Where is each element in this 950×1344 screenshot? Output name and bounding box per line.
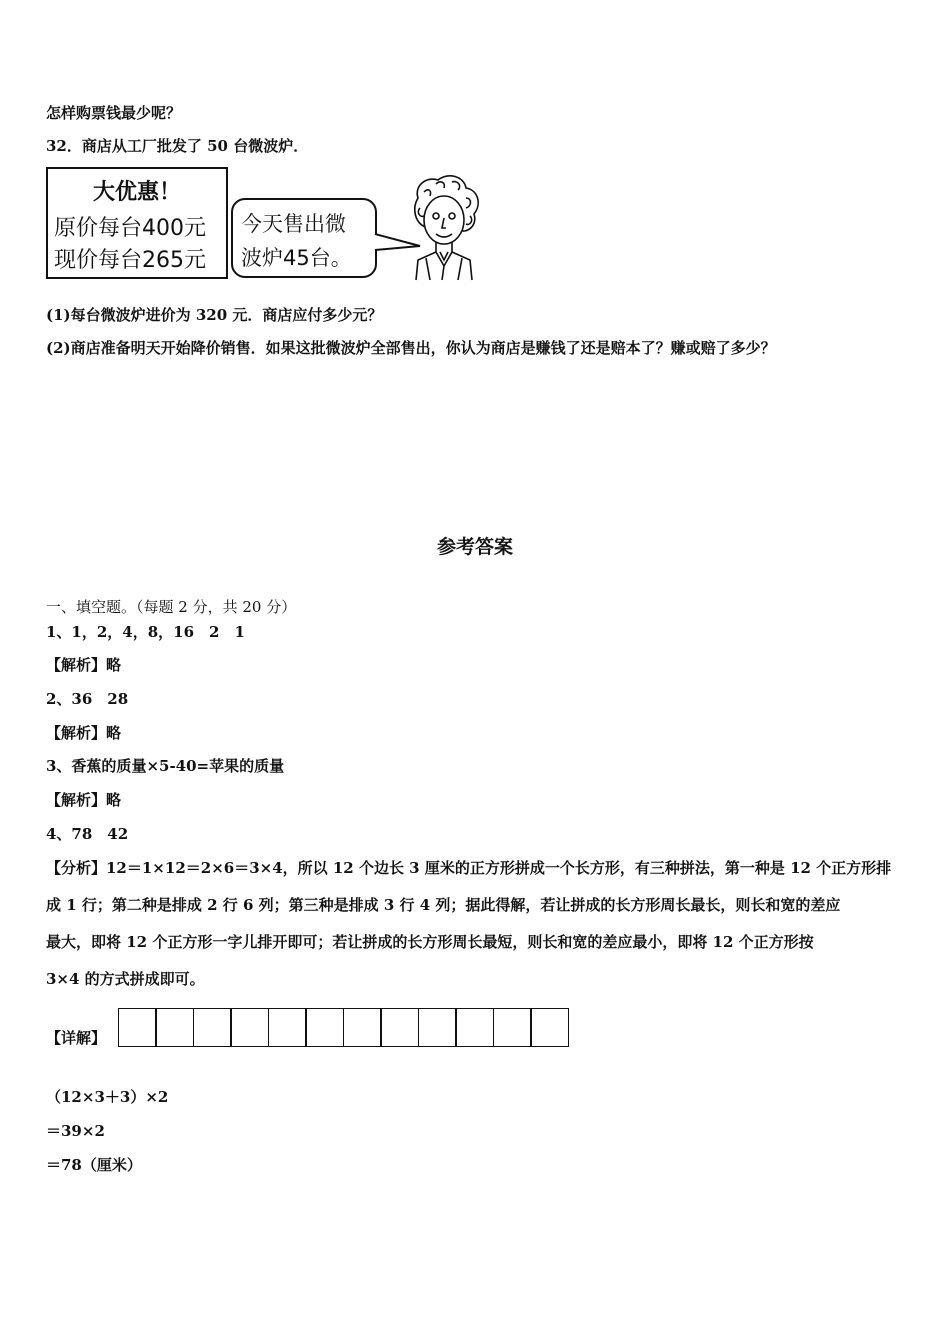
analysis-line-2: 成 1 行；第二种是排成 2 行 6 列；第三种是排成 3 行 4 列；据此得解，若让拼成的长方形周长最长，则长和宽的差应 bbox=[46, 896, 841, 914]
grid-square bbox=[418, 1008, 457, 1047]
promo-heading: 大优惠！ bbox=[92, 180, 181, 205]
grid-square bbox=[455, 1008, 494, 1047]
calc-line-1: （12×3＋3）×2 bbox=[46, 1088, 169, 1106]
sub-question-2: (2)商店准备明天开始降价销售．如果这批微波炉全部售出，你认为商店是赚钱了还是赔本了？赚或赔了多少？ bbox=[46, 339, 776, 357]
grid-square bbox=[193, 1008, 232, 1047]
question-32-title: 32．商店从工厂批发了 50 台微波炉． bbox=[46, 137, 309, 155]
intro-question: 怎样购票钱最少呢？ bbox=[46, 104, 182, 122]
shopkeeper-illustration bbox=[366, 168, 496, 282]
analysis-line-1: 【分析】12＝1×12＝2×6＝3×4，所以 12 个边长 3 厘米的正方形拼成一个长方形，有三种拼法，第一种是 12 个正方形排 bbox=[46, 859, 892, 877]
analysis-line-3: 最大，即将 12 个正方形一字儿排开即可；若让拼成的长方形周长最短，则长和宽的差应最小，即将 12 个正方形按 bbox=[46, 933, 814, 951]
analysis-line-4: 3×4 的方式拼成即可。 bbox=[46, 970, 205, 988]
speech-line-1: 今天售出微 bbox=[241, 212, 346, 236]
speech-bubble bbox=[231, 198, 377, 278]
square-grid bbox=[119, 1008, 569, 1047]
speech-line-2: 波炉45台。 bbox=[241, 246, 352, 270]
answer-1: 1、1，2，4，8，16 2 1 bbox=[46, 623, 245, 641]
answer-4: 4、78 42 bbox=[46, 825, 129, 843]
original-price: 原价每台400元 bbox=[54, 216, 206, 241]
section-heading: 一、填空题。（每题 2 分，共 20 分） bbox=[46, 598, 297, 616]
answer-1-analysis: 【解析】略 bbox=[46, 656, 122, 674]
answer-2-analysis: 【解析】略 bbox=[46, 724, 122, 742]
answer-3: 3、香蕉的质量×5-40=苹果的质量 bbox=[46, 757, 285, 775]
current-price: 现价每台265元 bbox=[54, 248, 206, 273]
grid-square bbox=[268, 1008, 307, 1047]
answers-title: 参考答案 bbox=[436, 536, 513, 558]
detail-label: 【详解】 bbox=[46, 1029, 107, 1047]
grid-square bbox=[155, 1008, 194, 1047]
grid-square bbox=[530, 1008, 569, 1047]
grid-square bbox=[380, 1008, 419, 1047]
answer-2: 2、36 28 bbox=[46, 690, 129, 708]
calc-line-3: ＝78（厘米） bbox=[46, 1156, 142, 1174]
grid-square bbox=[493, 1008, 532, 1047]
answer-3-analysis: 【解析】略 bbox=[46, 791, 122, 809]
sub-question-1: (1)每台微波炉进价为 320 元．商店应付多少元？ bbox=[46, 306, 383, 324]
grid-square bbox=[343, 1008, 382, 1047]
promo-sign bbox=[46, 167, 228, 279]
grid-square bbox=[118, 1008, 157, 1047]
grid-square bbox=[305, 1008, 344, 1047]
calc-line-2: ＝39×2 bbox=[46, 1122, 105, 1140]
grid-square bbox=[230, 1008, 269, 1047]
